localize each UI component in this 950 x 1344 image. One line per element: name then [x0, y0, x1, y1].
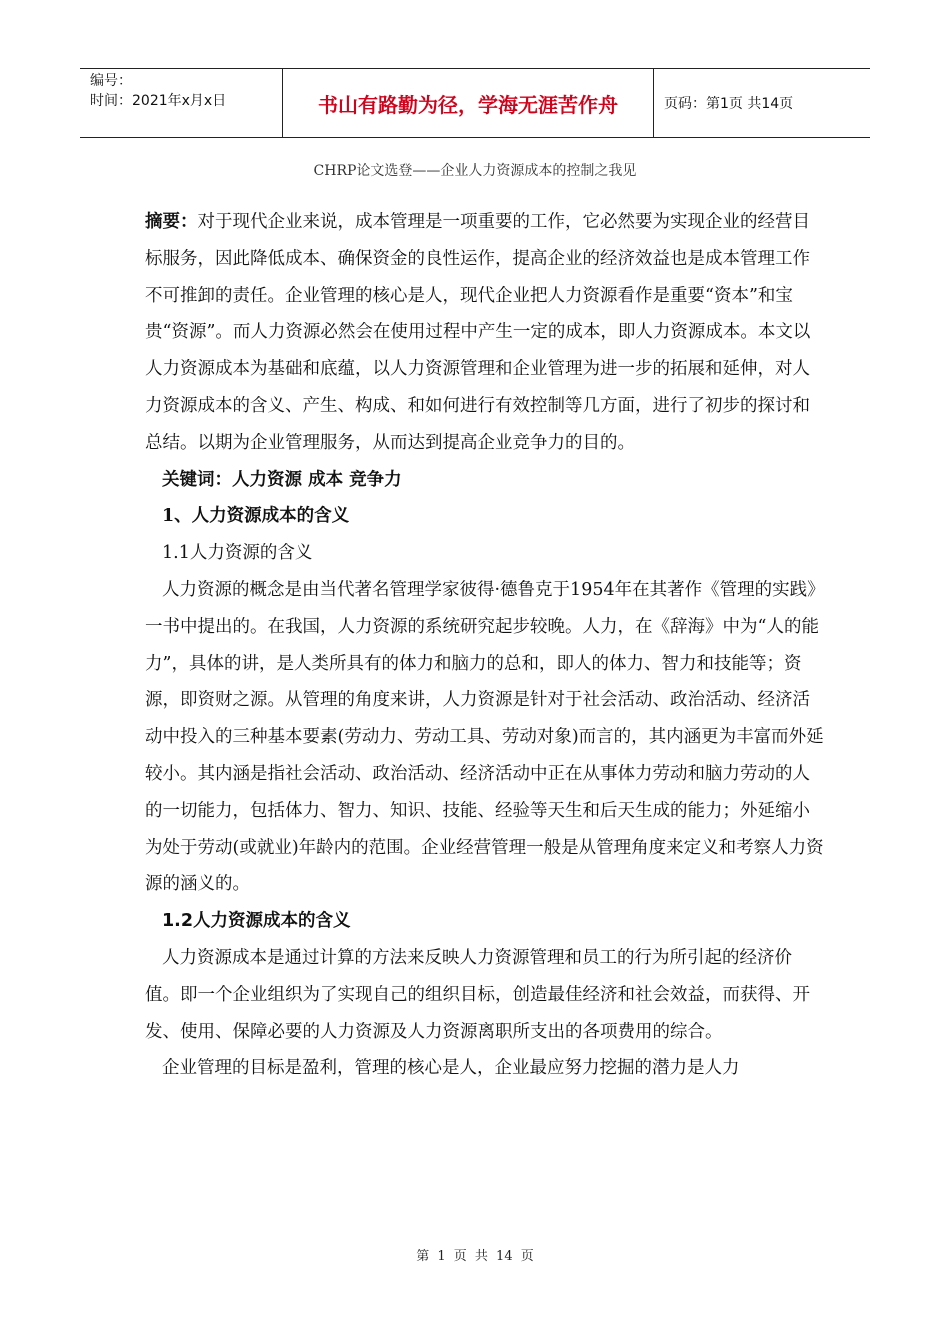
header-meta	[80, 69, 282, 137]
section-heading-1: 1、人力资源成本的含义	[162, 506, 350, 527]
closing-paragraph: 企业管理的目标是盈利，管理的核心是人，企业最应努力挖掘的潜力是人力	[162, 1058, 740, 1079]
abstract-text: 对于现代企业来说，成本管理是一项重要的工作，它必然要为实现企业的经营目标服务，因此降低成本、确保资金的良性运作，提高企业的经济效益也是成本管理工作不可推卸的责任。企业管理的核心是人，现代企业把人力资源看作是重要“资本”和宝贵“资源”。而人力资源必然会在使用过程中产生一定的成本，即人力资源成本。本文以人力资源成本为基础和底蕴，以人力资源管理和企业管理为进一步的拓展和延伸，对人力资源成本的含义、产生、构成、和如何进行有效控制等几方面，进行了初步的探讨和总结。以期为企业管理服务，从而达到提高企业竞争力的目的。	[145, 212, 811, 453]
section-heading-1-2: 1.2人力资源成本的含义	[162, 911, 351, 932]
header-motto-cell	[282, 69, 654, 137]
document-date-label: 时间：2021年x月x日	[90, 93, 227, 109]
page-header	[80, 68, 870, 138]
document-body	[145, 204, 825, 1087]
page-info-text: 页码：第1页 共14页	[664, 96, 794, 112]
section-heading-1-1: 1.1人力资源的含义	[162, 543, 313, 564]
page-footer: 第 1 页 共 14 页	[416, 1249, 534, 1264]
section-1-1-paragraph: 人力资源的概念是由当代著名管理学家彼得·德鲁克于1954年在其著作《管理的实践》一书中提出的。在我国，人力资源的系统研究起步较晚。人力，在《辞海》中为“人的能力”，具体的讲，是人类所具有的体力和脑力的总和，即人的体力、智力和技能等；资源，即资财之源。从管理的角度来讲，人力资源是针对于社会活动、政治活动、经济活动中投入的三种基本要素(劳动力、劳动工具、劳动对象)而言的，其内涵更为丰富而外延较小。其内涵是指社会活动、政治活动、经济活动中正在从事体力劳动和脑力劳动的人的一切能力，包括体力、智力、知识、技能、经验等天生和后天生成的能力；外延缩小为处于劳动(或就业)年龄内的范围。企业经营管理一般是从管理角度来定义和考察人力资源的涵义的。	[145, 579, 825, 895]
section-1-2-paragraph: 人力资源成本是通过计算的方法来反映人力资源管理和员工的行为所引起的经济价值。即一个企业组织为了实现自己的组织目标，创造最佳经济和社会效益，而获得、开发、使用、保障必要的人力资源及人力资源离职所支出的各项费用的综合。	[145, 947, 810, 1042]
keywords-line: 关键词：人力资源 成本 竞争力	[162, 469, 402, 490]
abstract-label: 摘要：	[145, 212, 198, 232]
header-motto: 书山有路勤为径，学海无涯苦作舟	[318, 92, 618, 117]
document-title: CHRP论文选登——企业人力资源成本的控制之我见	[313, 163, 637, 179]
header-page-info	[654, 69, 870, 137]
abstract-paragraph	[145, 204, 825, 462]
document-number-label: 编号：	[90, 73, 132, 89]
